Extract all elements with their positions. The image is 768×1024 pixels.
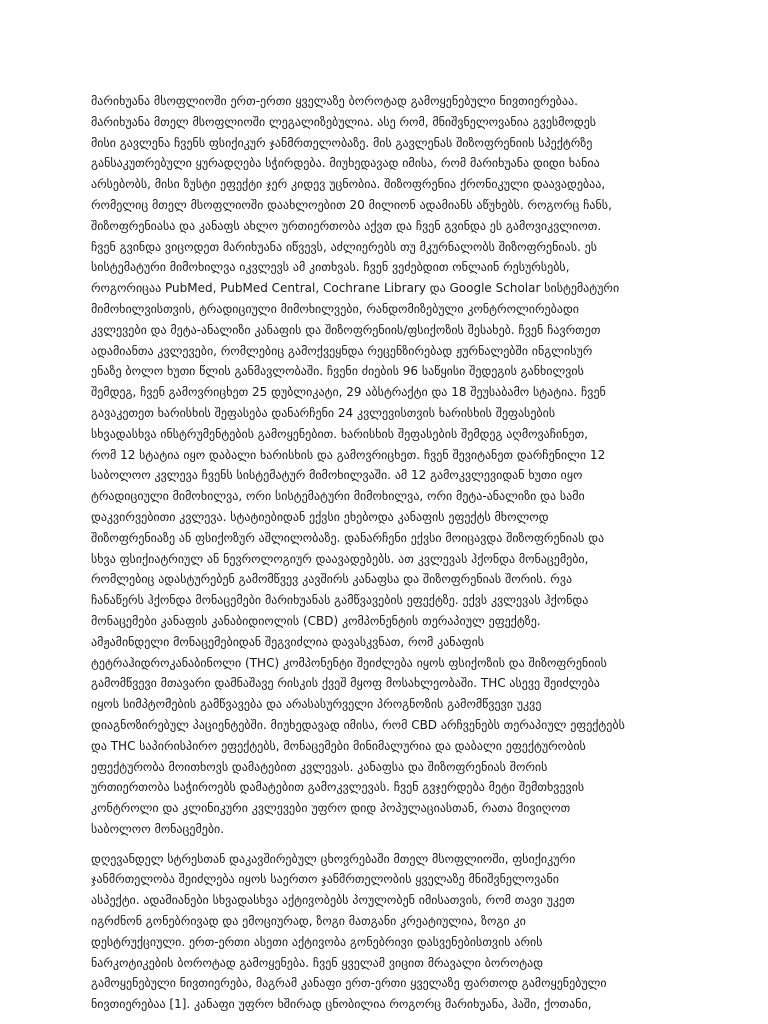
text-line: ჯანმრთელობა შეიძლება იყოს საერთო ჯანმრთელობის ყველაზე მნიშვნელოვანი: [91, 872, 559, 887]
text-line: ნივთიერებაა [1]. კანაფი უფრო ხშირად ცნობილია როგორც მარიხუანა, ჰაში, ქოთანი,: [91, 997, 592, 1012]
text-line: და THC საპირისპირო ეფექტებს, მონაცემები მინიმალურია და დაბალი ეფექტურობის: [91, 738, 586, 753]
introduction-paragraph: [91, 849, 691, 1015]
text-line: სხვადასხვა ინსტრუმენტების გამოყენებით. ხარისხის შეფასების შემდეგ აღმოვაჩინეთ,: [91, 426, 589, 441]
text-line: არსებობს, მისი ზუსტი ეფექტი ჯერ კიდევ უცნობია. შიზოფრენია ქრონიკული დაავადებაა,: [91, 177, 606, 192]
text-line: განსაკუთრებული ყურადღება სჭირდება. მიუხედავად იმისა, რომ მარიხუანა დიდი ხანია: [91, 156, 600, 171]
text-line: სისტემატური მიმოხილვა იკვლევს ამ კითხვას. ჩვენ ვეძებდით ონლაინ რესურსებს,: [91, 260, 570, 275]
text-line: შემდეგ, ჩვენ გამოვრიცხეთ 25 დუბლიკატი, 29 აბსტრაქტი და 18 შეუსაბამო სტატია. ჩვენ: [91, 385, 606, 400]
text-line: საბოლოო მონაცემები.: [91, 821, 225, 836]
text-line: ურთიერთობა საჭიროებს დამატებით გამოკვლევას. ჩვენ გვჯერდება მეტი შემთხვევის: [91, 780, 585, 795]
text-line: მონაცემები კანაფის კანაბიდიოლის (CBD) კომპონენტის თერაპიულ ეფექტზე.: [91, 613, 541, 628]
text-line: ტრადიციული მიმოხილვა, ორი სისტემატური მიმოხილვა, ორი მეტა-ანალიზი და სამი: [91, 489, 585, 504]
text-line: ადამიანთა კვლევები, რომლებიც გამოქვეყნდა რეცენზირებად ჟურნალებში ინგლისურ: [91, 343, 593, 358]
text-line: დიაგნოზირებულ პაციენტებში. მიუხედავად იმისა, რომ CBD არჩვენებს თერაპიულ ეფექტებს: [91, 717, 625, 732]
text-line: ამჟამინდელი მონაცემებიდან შეგვიძლია დავასკვნათ, რომ კანაფის: [91, 634, 485, 649]
text-line: ჩვენ გვინდა ვიცოდეთ მარიხუანა იწვევს, აძლიერებს თუ მკურნალობს შიზოფრენიას. ეს: [91, 239, 597, 254]
text-line: შიზოფრენიასა და კანაფს ახლო ურთიერთობა აქვთ და ჩვენ გვინდა ეს გამოვიკვლიოთ.: [91, 218, 602, 233]
text-line: ტეტრაჰიდროკანაბინოლი (THC) კომპონენტი შეიძლება იყოს ფსიქოზის და შიზოფრენიის: [91, 655, 607, 670]
text-line: იგრძნონ გონებრივად და ემოციურად, ზოგი მათგანი კრეატიულია, ზოგი კი: [91, 914, 526, 929]
text-line: კონტროლი და კლინიკური კვლევები უფრო დიდ პოპულაციასთან, რათა მივიღოთ: [91, 801, 571, 816]
text-line: გამოყენებული ნივთიერება, მაგრამ კანაფი ერთ-ერთი ყველაზე ფართოდ გამოყენებული: [91, 976, 607, 991]
text-line: იყოს სიმპტომების გამწვავება და არასასურველი პროგნოზის გამომწვევი უკვე: [91, 697, 542, 712]
text-line: კვლევები და მეტა-ანალიზი კანაფის და შიზოფრენიის/ფსიქოზის შესახებ. ჩვენ ჩავრთეთ: [91, 322, 601, 337]
document-body: [91, 91, 691, 1015]
text-line: დაკვირვებითი კვლევა. სტატიებიდან ექვსი ეხებოდა კანაფის ეფექტს მხოლოდ: [91, 509, 549, 524]
text-line: შიზოფრენიაზე ან ფსიქოზურ აშლილობაზე. დანარჩენი ექვსი მოიცავდა შიზოფრენიას და: [91, 530, 605, 545]
text-line: გავაკეთეთ ხარისხის შეფასება დანარჩენი 24 კვლევისთვის ხარისხის შეფასების: [91, 405, 556, 420]
text-line: მარიხუანა მთელ მსოფლიოში ლეგალიზებულია. ასე რომ, მნიშვნელოვანია გვესმოდეს: [91, 114, 597, 129]
text-line: ასპექტი. ადამიანები სხვადასხვა აქტივობებს პოულობენ იმისათვის, რომ თავი უკეთ: [91, 893, 575, 908]
abstract-paragraph: [91, 91, 691, 840]
text-line: მარიხუანა მსოფლიოში ერთ-ერთი ყველაზე ბოროტად გამოყენებული ნივთიერებაა.: [91, 94, 578, 108]
text-line: ჩანაწერს ჰქონდა მონაცემები მარიხუანას გამწვავების ეფექტზე. ექვს კვლევას ჰქონდა: [91, 593, 589, 608]
text-line: მიმოხილვისთვის, ტრადიციული მიმოხილვები, რანდომიზებული კონტროლირებადი: [91, 301, 579, 316]
text-line: რომ 12 სტატია იყო დაბალი ხარისხის და გამოვრიცხეთ. ჩვენ შევიტანეთ დარჩენილი 12: [91, 447, 606, 462]
text-line: ეფექტურობა მოითხოვს დამატებით კვლევას. კანაფსა და შიზოფრენიას შორის: [91, 759, 548, 774]
text-line: რომელიც მთელ მსოფლიოში დაახლოებით 20 მილიონ ადამიანს აწუხებს. როგორც ჩანს,: [91, 197, 612, 212]
text-line: სხვა ფსიქიატრიულ ან ნევროლოგიურ დაავადებებს. ათ კვლევას ჰქონდა მონაცემები,: [91, 551, 589, 566]
text-line: გამომწვევი მთავარი დამნაშავე რისკის ქვეშ მყოფ მოსახლეობაში. THC ასევე შეიძლება: [91, 676, 600, 691]
text-line: დესტრუქციული. ერთ-ერთი ასეთი აქტივობა გონებრივი დასვენებისთვის არის: [91, 934, 543, 949]
text-line: ნარკოტიკების ბოროტად გამოყენება. ჩვენ ყველამ ვიცით მრავალი ბოროტად: [91, 955, 544, 970]
text-line: ენაზე ბოლო ხუთი წლის განმავლობაში. ჩვენი ძიების 96 საწყისი შედეგის განხილვის: [91, 364, 584, 379]
text-line: მისი გავლენა ჩვენს ფსიქიკურ ჯანმრთელობაზე. მის გავლენას შიზოფრენიის სპექტრზე: [91, 135, 593, 150]
text-line: დღევანდელ სტრესთან დაკავშირებულ ცხოვრებაში მთელ მსოფლიოში, ფსიქიკური: [91, 851, 576, 866]
text-line: რომლებიც ადასტურებენ გამომწვევ კავშირს კანაფსა და შიზოფრენიას შორის. რვა: [91, 572, 573, 587]
text-line: როგორიცაა PubMed, PubMed Central, Cochrane Library და Google Scholar სისტემატური: [91, 281, 620, 296]
text-line: საბოლოო კვლევა ჩვენს სისტემატურ მიმოხილვაში. ამ 12 გამოკვლევიდან ხუთი იყო: [91, 468, 583, 483]
